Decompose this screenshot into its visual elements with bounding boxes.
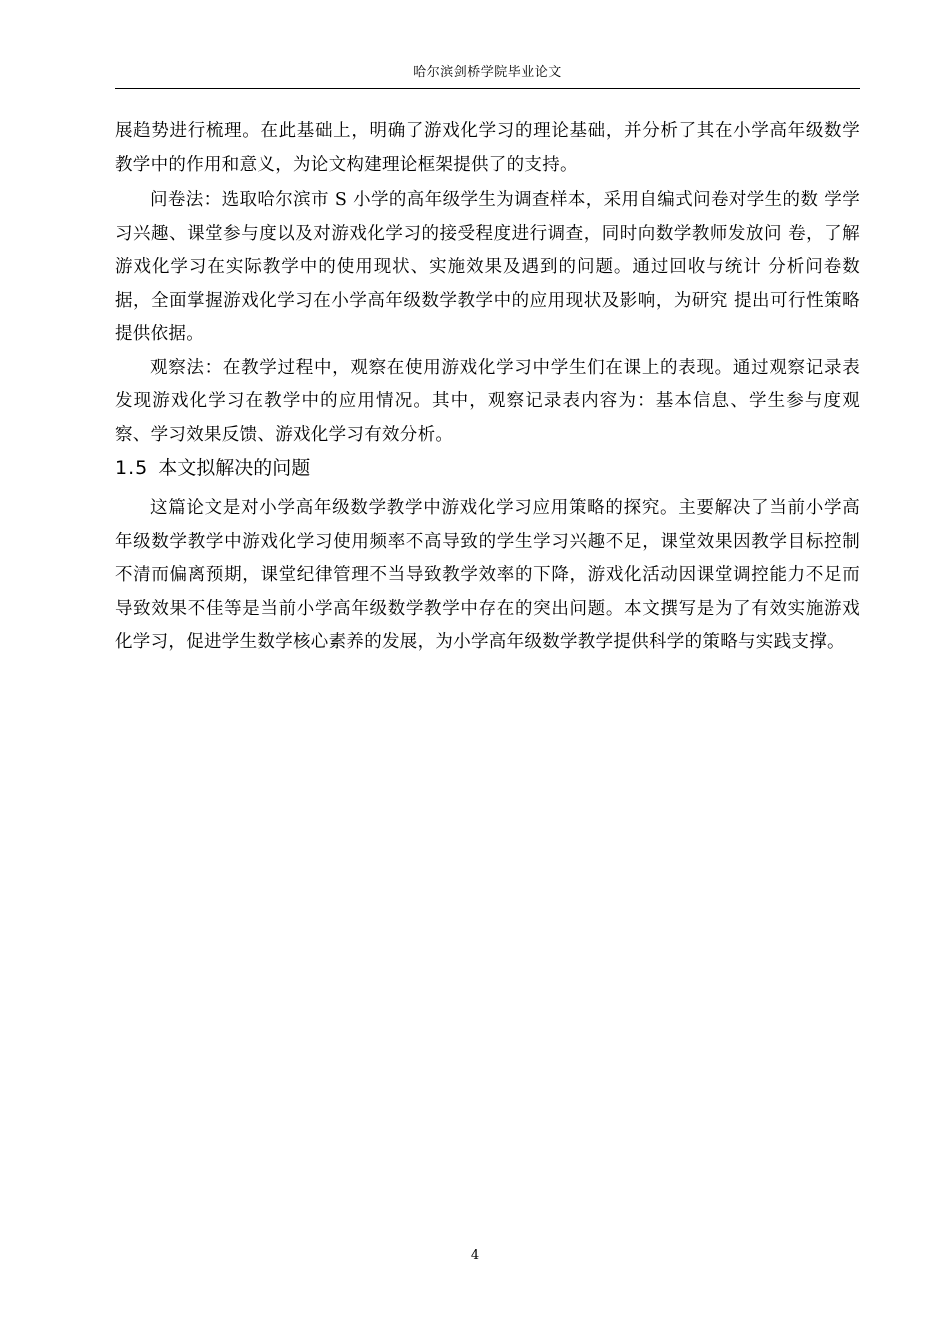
questionnaire-paragraph: 问卷法：选取哈尔滨市 S 小学的高年级学生为调查样本，采用自编式问卷对学生的数 学学习兴趣、课堂参与度以及对游戏化学习的接受程度进行调查，同时向数学教师发放问 卷，了解游戏化学习在实际教学中的使用现状、实施效果及遇到的问题。通过回收与统计 分析问卷数据，全面掌握游戏化学习在小学高年级数学教学中的应用现状及影响，为研究 提出可行性策略提供依据。 [115,190,860,344]
section-paragraph: 这篇论文是对小学高年级数学教学中游戏化学习应用策略的探究。主要解决了当前小学高年级数学教学中游戏化学习使用频率不高导致的学生学习兴趣不足，课堂效果因教学目标控制不清而偏离预期，课堂纪律管理不当导致教学效率的下降，游戏化活动因课堂调控能力不足而导致效果不佳等是当前小学高年级数学教学中存在的突出问题。本文撰写是为了有效实施游戏化学习，促进学生数学核心素养的发展，为小学高年级数学教学提供科学的策略与实践支撑。 [115,498,860,652]
section-number: 1.5 [115,457,149,479]
section-title: 本文拟解决的问题 [158,457,311,479]
header-divider [115,88,860,89]
continuation-paragraph: 展趋势进行梳理。在此基础上，明确了游戏化学习的理论基础，并分析了其在小学高年级数学教学中的作用和意义，为论文构建理论框架提供了的支持。 [115,121,860,175]
continuation-block [115,115,860,182]
page-header-title: 哈尔滨剑桥学院毕业论文 [413,65,562,80]
observation-paragraph: 观察法：在教学过程中，观察在使用游戏化学习中学生们在课上的表现。通过观察记录表发现游戏化学习在教学中的应用情况。其中，观察记录表内容为：基本信息、学生参与度观察、学习效果反馈、游戏化学习有效分析。 [115,357,860,445]
section-heading [115,453,310,483]
methods-block [115,184,860,452]
section-body [115,492,860,660]
page-number: 4 [470,1248,480,1263]
